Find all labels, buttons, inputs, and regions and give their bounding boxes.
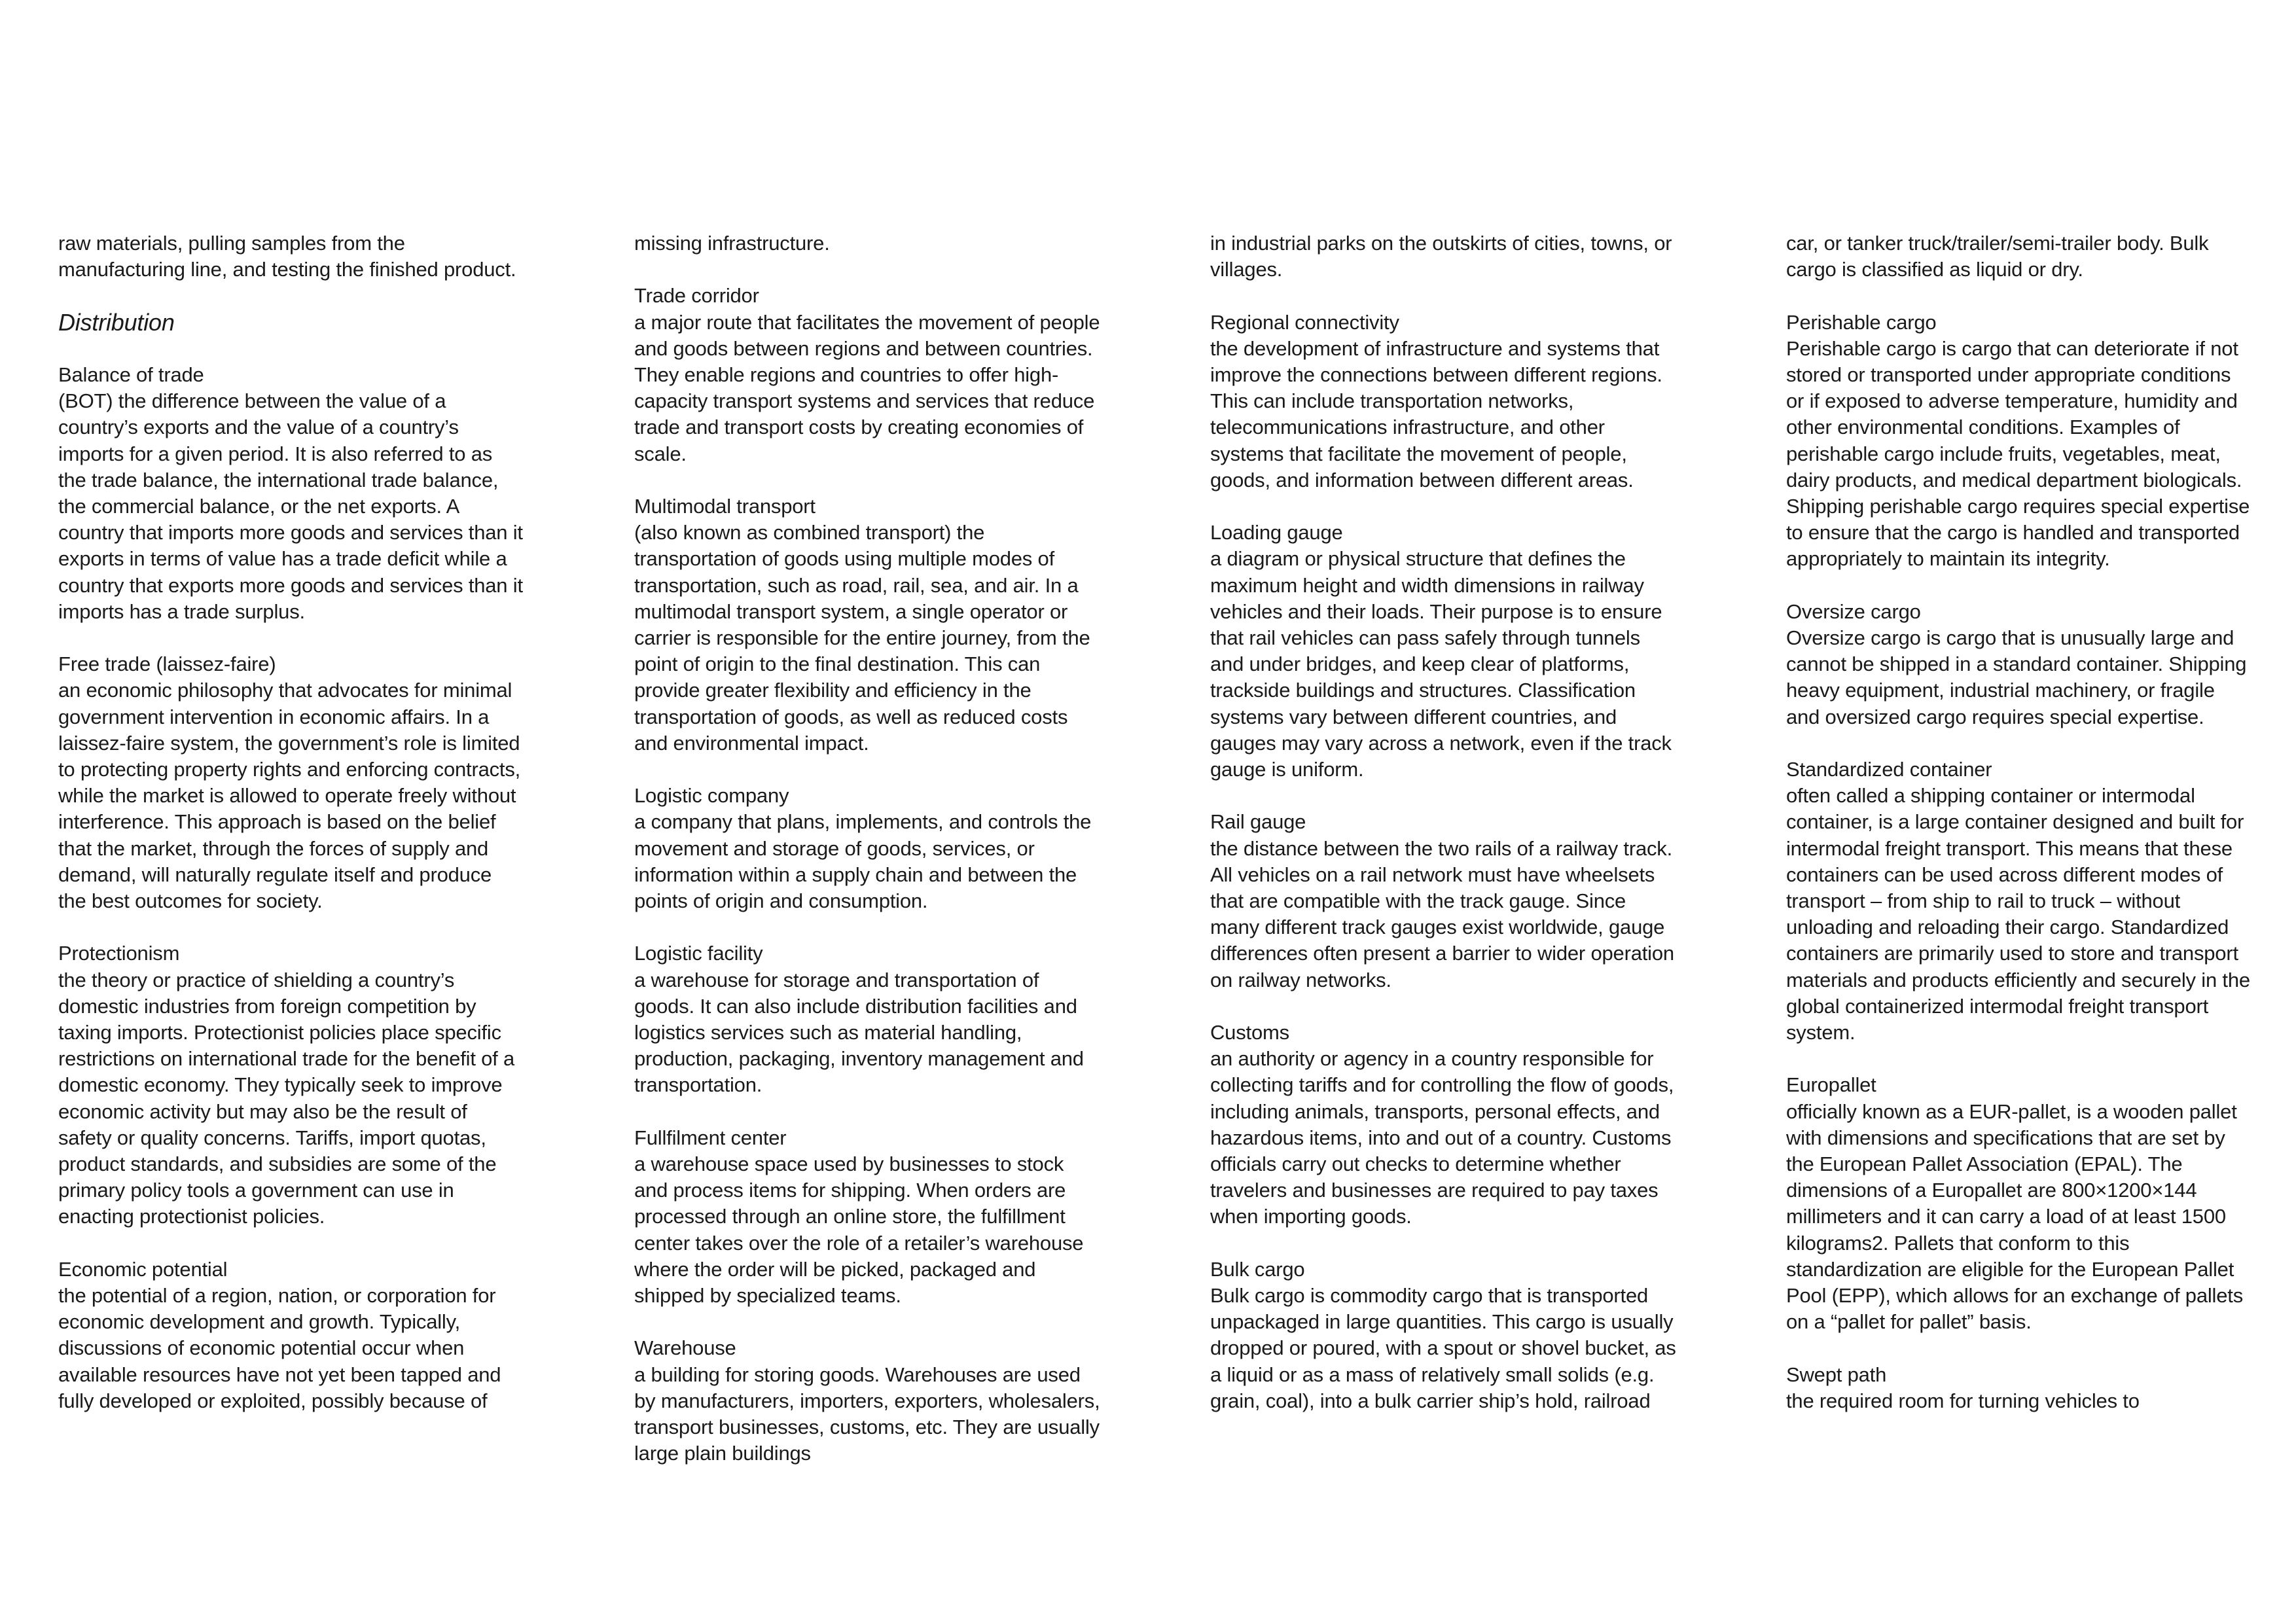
column-4 <box>1786 230 2252 1414</box>
entry-definition: (BOT) the difference between the value of a country’s exports and the value of a country’s imports for a given period. It is also referred to as the trade balance, the international trade balance, the commercial balance, or the net exports. A country that imports more goods and services than it exports in terms of value has a trade deficit while a country that exports more goods and services than it imports has a trade surplus. <box>58 389 523 623</box>
glossary-entry-logistic-facility <box>634 940 1100 1098</box>
glossary-entry-oversize-cargo <box>1786 599 2252 730</box>
glossary-entry-standardized-container <box>1786 757 2252 1046</box>
entry-term: Warehouse <box>634 1336 736 1360</box>
glossary-entry-economic-potential <box>58 1257 524 1414</box>
entry-term: Loading gauge <box>1210 521 1343 544</box>
glossary-entry-regional-connectivity <box>1210 310 1676 493</box>
entry-term: Free trade (laissez-faire) <box>58 652 276 676</box>
entry-definition: the required room for turning vehicles to <box>1786 1389 2140 1412</box>
entry-definition: the distance between the two rails of a railway track. All vehicles on a rail network must have wheelsets that are compatible with the track gauge. Since many different track gauges exist worldwide, gauge differences often present a barrier to wider operation on railway networks. <box>1210 836 1674 991</box>
entry-term: Logistic facility <box>634 942 763 965</box>
entry-definition: officially known as a EUR-pallet, is a wooden pallet with dimensions and specifications that are set by the European Pallet Association (EPAL). The dimensions of a Europallet are 800×1200×144 millimeters and it can carry a load of at least 1500 kilograms2. Pallets that conform to this standardization are eligible for the European Pallet Pool (EPP), which allows for an exchange of pallets on a “pallet for pallet” basis. <box>1786 1099 2244 1334</box>
entry-definition: an authority or agency in a country responsible for collecting tariffs and for controlling the flow of goods, including animals, transports, personal effects, and hazardous items, into and out of a country. Customs officials carry out checks to determine whether travelers and businesses are required to pay taxes when importing goods. <box>1210 1047 1674 1228</box>
entry-definition: the development of infrastructure and systems that improve the connections between different regions. This can include transportation networks, telecommunications infrastructure, and other systems that facilitate the movement of people, goods, and information between different areas. <box>1210 336 1662 491</box>
glossary-entry-perishable-cargo <box>1786 310 2252 573</box>
entry-definition: the theory or practice of shielding a country’s domestic industries from foreign competition by taxing imports. Protectionist policies place specific restrictions on international trade for the benefit of a domestic economy. They typically seek to improve economic activity but may also be the result of safety or quality concerns. Tariffs, import quotas, product standards, and subsidies are some of the primary policy tools a government can use in enacting protectionist policies. <box>58 968 515 1228</box>
glossary-entry-loading-gauge <box>1210 520 1676 783</box>
entry-term: Multimodal transport <box>634 495 816 518</box>
entry-definition: a diagram or physical structure that defines the maximum height and width dimensions in railway vehicles and their loads. Their purpose is to ensure that rail vehicles can pass safely through tunnels and under bridges, and keep clear of platforms, trackside buildings and structures. Classification systems vary between different countries, and gauges may vary across a network, even if the track gauge is uniform. <box>1210 547 1672 781</box>
glossary-entry-bulk-cargo <box>1210 1257 1676 1414</box>
column-1 <box>58 230 524 1414</box>
entry-definition: often called a shipping container or intermodal container, is a large container designed and built for intermodal freight transport. This means that these containers can be used across different modes of transport – from ship to rail to truck – without unloading and reloading their cargo. Standardized containers are primarily used to store and transport materials and products efficiently and securely in the global containerized intermodal freight transport system. <box>1786 784 2250 1044</box>
entry-definition: an economic philosophy that advocates for minimal government intervention in economic affairs. In a laissez-faire system, the government’s role is limited to protecting property rights and enforcing contracts, while the market is allowed to operate freely without interference. This approach is based on the belief that the market, through the forces of supply and demand, will naturally regulate itself and produce the best outcomes for society. <box>58 679 521 913</box>
continued-text: in industrial parks on the outskirts of cities, towns, or villages. <box>1210 232 1672 281</box>
entry-term: Europallet <box>1786 1073 1876 1097</box>
glossary-entry-swept-path <box>1786 1362 2252 1414</box>
entry-definition: a company that plans, implements, and controls the movement and storage of goods, services, or information within a supply chain and between the points of origin and consumption. <box>634 810 1092 913</box>
glossary-entry-free-trade <box>58 651 524 914</box>
glossary-entry-rail-gauge <box>1210 809 1676 993</box>
entry-term: Fullfilment center <box>634 1126 787 1149</box>
section-heading-distribution: Distribution <box>58 308 175 336</box>
entry-term: Standardized container <box>1786 758 1992 781</box>
continued-text: car, or tanker truck/trailer/semi-trailer body. Bulk cargo is classified as liquid or dry. <box>1786 232 2209 281</box>
entry-definition: Perishable cargo is cargo that can deteriorate if not stored or transported under appropriate conditions or if exposed to adverse temperature, humidity and other environmental conditions. Examples of perishable cargo include fruits, vegetables, meat, dairy products, and medical department biologicals. Shipping perishable cargo requires special expertise to ensure that the cargo is handled and transported appropriately to maintain its integrity. <box>1786 336 2250 571</box>
entry-term: Bulk cargo <box>1210 1257 1305 1281</box>
entry-term: Perishable cargo <box>1786 310 1937 334</box>
entry-term: Logistic company <box>634 784 789 808</box>
glossary-entry-multimodal-transport <box>634 493 1100 757</box>
entry-definition: a warehouse space used by businesses to stock and process items for shipping. When orders are processed through an online store, the fulfillment center takes over the role of a retailer’s warehouse where the order will be picked, packaged and shipped by specialized teams. <box>634 1152 1084 1308</box>
entry-term: Balance of trade <box>58 363 204 386</box>
entry-term: Economic potential <box>58 1257 228 1281</box>
column-3 <box>1210 230 1676 1414</box>
glossary-entry-europallet <box>1786 1072 2252 1335</box>
glossary-entry-trade-corridor <box>634 283 1100 467</box>
entry-term: Trade corridor <box>634 284 759 308</box>
entry-term: Protectionism <box>58 942 180 965</box>
entry-term: Oversize cargo <box>1786 599 1921 623</box>
glossary-entry-fullfilment-center <box>634 1125 1100 1309</box>
entry-term: Swept path <box>1786 1363 1887 1386</box>
continued-text: raw materials, pulling samples from the manufacturing line, and testing the finished product. <box>58 232 516 281</box>
entry-definition: a building for storing goods. Warehouses are used by manufacturers, importers, exporters, wholesalers, transport businesses, customs, etc. They are usually large plain buildings <box>634 1363 1100 1465</box>
continued-text: missing infrastructure. <box>634 232 830 255</box>
column-2 <box>634 230 1100 1467</box>
entry-definition: a warehouse for storage and transportation of goods. It can also include distribution facilities and logistics services such as material handling, production, packaging, inventory management and transportation. <box>634 968 1084 1097</box>
glossary-entry-balance-of-trade <box>58 362 524 625</box>
glossary-entry-protectionism <box>58 940 524 1230</box>
entry-definition: the potential of a region, nation, or corporation for economic development and growth. Typically, discussions of economic potential occur when available resources have not yet been tapped and fully developed or exploited, possibly because of <box>58 1284 501 1412</box>
entry-term: Rail gauge <box>1210 810 1306 834</box>
entry-definition: a major route that facilitates the movement of people and goods between regions and between countries. They enable regions and countries to offer high-capacity transport systems and services that reduce trade and transport costs by creating economies of scale. <box>634 310 1100 465</box>
glossary-entry-logistic-company <box>634 783 1100 914</box>
entry-definition: Bulk cargo is commodity cargo that is transported unpackaged in large quantities. This cargo is usually dropped or poured, with a spout or shovel bucket, as a liquid or as a mass of relatively small solids (e.g. grain, coal), into a bulk carrier ship’s hold, railroad <box>1210 1284 1676 1412</box>
entry-definition: Oversize cargo is cargo that is unusually large and cannot be shipped in a standard container. Shipping heavy equipment, industrial machinery, or fragile and oversized cargo requires special expertise. <box>1786 626 2247 728</box>
entry-definition: (also known as combined transport) the transportation of goods using multiple modes of transportation, such as road, rail, sea, and air. In a multimodal transport system, a single operator or carrier is responsible for the entire journey, from the point of origin to the final destination. This can provide greater flexibility and efficiency in the transportation of goods, as well as reduced costs and environmental impact. <box>634 521 1090 755</box>
entry-term: Customs <box>1210 1021 1289 1044</box>
glossary-entry-warehouse <box>634 1335 1100 1467</box>
glossary-entry-customs <box>1210 1020 1676 1230</box>
entry-term: Regional connectivity <box>1210 310 1399 334</box>
